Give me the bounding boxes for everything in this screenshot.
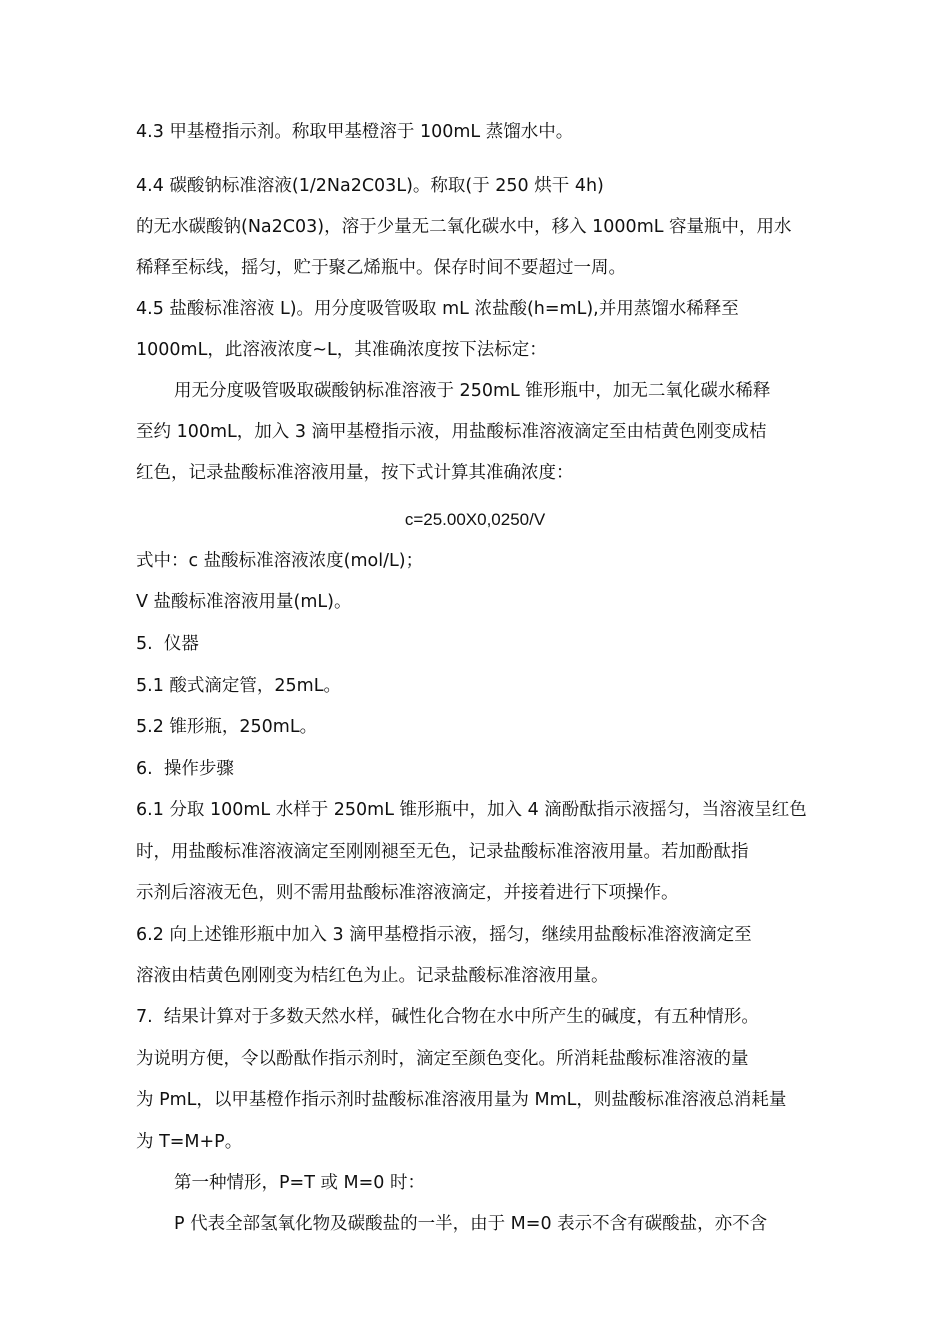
paragraph-line: 为说明方便，令以酚酞作指示剂时，滴定至颜色变化。所消耗盐酸标准溶液的量 [136,1049,749,1069]
paragraph-line: 的无水碳酸钠(Na2C03)，溶于少量无二氧化碳水中，移入 1000mL 容量瓶中，用水 [136,217,792,237]
formula-legend-v: V 盐酸标准溶液用量(mL)。 [136,592,352,612]
section-5-1: 5.1 酸式滴定管，25mL。 [136,676,341,696]
section-5-2: 5.2 锥形瓶，250mL。 [136,717,318,737]
section-6-2: 6.2 向上述锥形瓶中加入 3 滴甲基橙指示液，摇匀，继续用盐酸标准溶液滴定至 [136,925,752,945]
paragraph-line: P 代表全部氢氧化物及碳酸盐的一半，由于 M=0 表示不含有碳酸盐，亦不含 [174,1214,768,1234]
paragraph-line: 为 T=M+P。 [136,1132,243,1152]
formula: c=25.00X0,0250/V [404,510,546,529]
paragraph-line: 1000mL，此溶液浓度~L，其准确浓度按下法标定： [136,340,547,360]
section-4-4: 4.4 碳酸钠标准溶液(1/2Na2C03L)。称取(于 250 烘干 4h) [136,176,604,196]
case-1-heading: 第一种情形，P=T 或 M=0 时： [174,1173,425,1193]
formula-legend-c: 式中：c 盐酸标准溶液浓度(mol/L)； [136,551,424,571]
paragraph-line: 为 PmL，以甲基橙作指示剂时盐酸标准溶液用量为 MmL，则盐酸标准溶液总消耗量 [136,1090,787,1110]
paragraph-line: 时，用盐酸标准溶液滴定至刚刚褪至无色，记录盐酸标准溶液用量。若加酚酞指 [136,842,749,862]
paragraph-line: 用无分度吸管吸取碳酸钠标准溶液于 250mL 锥形瓶中，加无二氧化碳水稀释 [174,381,771,401]
section-7-heading: 7. 结果计算对于多数天然水样，碱性化合物在水中所产生的碱度，有五种情形。 [136,1007,759,1027]
paragraph-line: 示剂后溶液无色，则不需用盐酸标准溶液滴定，并接着进行下项操作。 [136,883,679,903]
paragraph-line: 溶液由桔黄色刚刚变为桔红色为止。记录盐酸标准溶液用量。 [136,966,609,986]
section-5-heading: 5. 仪器 [136,634,199,654]
paragraph-line: 至约 100mL，加入 3 滴甲基橙指示液，用盐酸标准溶液滴定至由桔黄色刚变成桔 [136,422,767,442]
section-4-5: 4.5 盐酸标准溶液 L)。用分度吸管吸取 mL 浓盐酸(h=mL),并用蒸馏水稀释至 [136,299,739,319]
paragraph-line: 稀释至标线，摇匀，贮于聚乙烯瓶中。保存时间不要超过一周。 [136,258,626,278]
paragraph-line: 红色，记录盐酸标准溶液用量，按下式计算其准确浓度： [136,463,574,483]
section-6-1: 6.1 分取 100mL 水样于 250mL 锥形瓶中，加入 4 滴酚酞指示液摇匀，当溶液呈红色 [136,800,807,820]
section-6-heading: 6. 操作步骤 [136,759,234,779]
section-4-3: 4.3 甲基橙指示剂。称取甲基橙溶于 100mL 蒸馏水中。 [136,122,574,142]
